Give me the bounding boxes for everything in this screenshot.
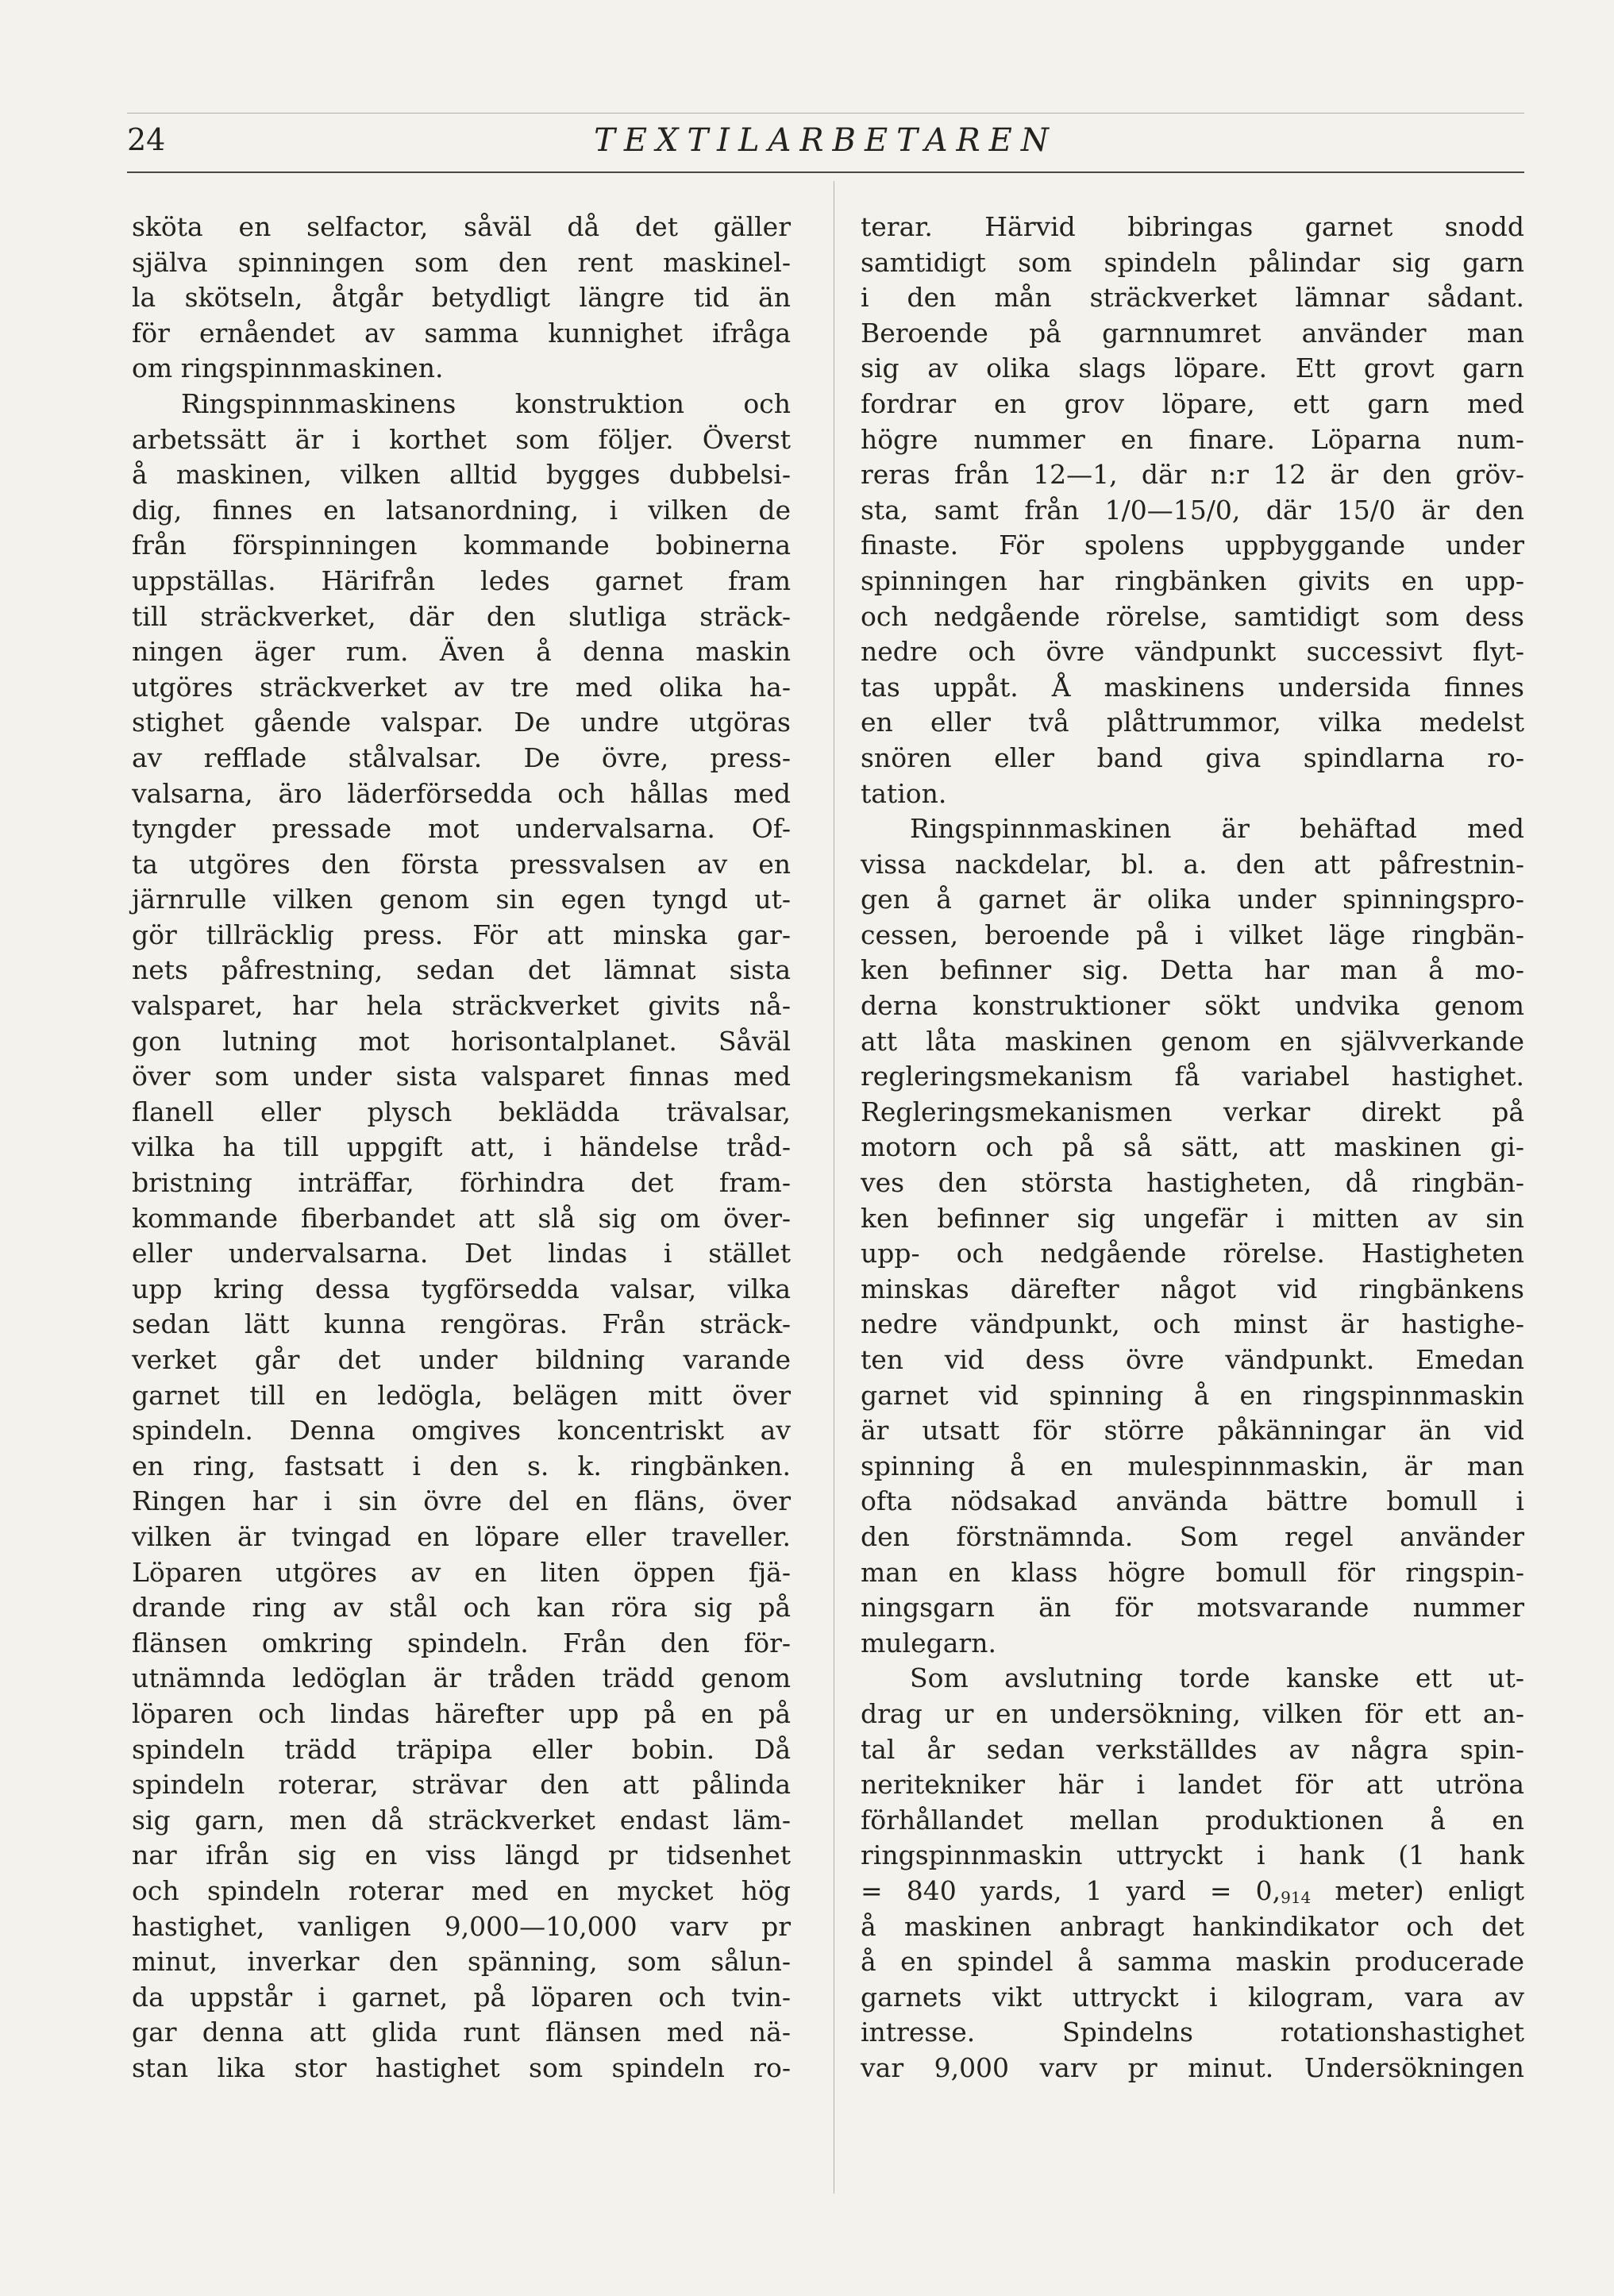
text-line: drag ur en undersökning, vilken för ett an-	[861, 1697, 1524, 1729]
text-line: reras från 12—1, där n:r 12 är den gröv-	[861, 459, 1524, 491]
text-line: samtidigt som spindeln pålindar sig garn	[861, 246, 1524, 278]
text-line: valsparet, har hela sträckverket givits nå-	[132, 990, 791, 1022]
page-number: 24	[127, 122, 166, 157]
text-line: själva spinningen som den rent maskinel-	[132, 246, 791, 278]
text-line: av refflade stålvalsar. De övre, press-	[132, 742, 791, 773]
text-line: kommande fiberbandet att slå sig om över-	[132, 1202, 791, 1234]
text-line: att låta maskinen genom en självverkande	[861, 1025, 1524, 1057]
text-line: var 9,000 varv pr minut. Undersökningen	[861, 2051, 1524, 2083]
text-line: vissa nackdelar, bl. a. den att påfrestnin-	[861, 848, 1524, 880]
text-line: regleringsmekanism få variabel hastighet.	[861, 1061, 1524, 1092]
text-line: derna konstruktioner sökt undvika genom	[861, 990, 1524, 1022]
text-line: upp- och nedgående rörelse. Hastigheten	[861, 1238, 1524, 1269]
text-line: spinning å en mulespinnmaskin, är man	[861, 1450, 1524, 1481]
text-line: snören eller band giva spindlarna ro-	[861, 742, 1524, 773]
text-line: upp kring dessa tygförsedda valsar, vilka	[132, 1273, 791, 1304]
text-line: spindeln roterar, strävar den att pålinda	[132, 1769, 791, 1801]
text-line: hastighet, vanligen 9,000—10,000 varv pr	[132, 1910, 791, 1942]
right-column	[861, 210, 1524, 2086]
text-line: flänsen omkring spindeln. Från den för-	[132, 1627, 791, 1658]
text-line: löparen och lindas härefter upp på en på	[132, 1697, 791, 1729]
text-line: finaste. För spolens uppbyggande under	[861, 530, 1524, 561]
text-fragment: = 840 yards, 1 yard = 0,	[861, 1874, 1281, 1906]
text-line: uppställas. Härifrån ledes garnet fram	[132, 564, 791, 596]
page-header	[127, 117, 1524, 173]
text-line: stan lika stor hastighet som spindeln ro-	[132, 2051, 791, 2083]
text-line: sedan lätt kunna rengöras. Från sträck-	[132, 1308, 791, 1340]
text-line: Ringspinnmaskinens konstruktion och	[181, 387, 791, 419]
text-line: sig garn, men då sträckverket endast läm-	[132, 1804, 791, 1836]
text-line: och spindeln roterar med en mycket hög	[132, 1874, 791, 1906]
text-line: i den mån sträckverket lämnar sådant.	[861, 282, 1524, 314]
text-line: nets påfrestning, sedan det lämnat sista	[132, 954, 791, 986]
text-line: spinningen har ringbänken givits en upp-	[861, 564, 1524, 596]
text-line: fordrar en grov löpare, ett garn med	[861, 387, 1524, 419]
text-line: sköta en selfactor, såväl då det gäller	[132, 211, 791, 242]
text-line: mulegarn.	[861, 1627, 996, 1658]
text-line: verket går det under bildning varande	[132, 1344, 791, 1375]
text-line: ves den största hastigheten, då ringbän-	[861, 1167, 1524, 1199]
subscript: 914	[1281, 1887, 1312, 1907]
text-line: vilka ha till uppgift att, i händelse tråd-	[132, 1131, 791, 1163]
text-line: tation.	[861, 777, 947, 809]
text-line: gen å garnet är olika under spinningspro-	[861, 884, 1524, 915]
text-line: minut, inverkar den spänning, som sålun-	[132, 1946, 791, 1978]
text-line: garnet till en ledögla, belägen mitt över	[132, 1379, 791, 1411]
text-line: cessen, beroende på i vilket läge ringbän-	[861, 919, 1524, 950]
text-line: gon lutning mot horisontalplanet. Såväl	[132, 1025, 791, 1057]
text-line: valsarna, äro läderförsedda och hållas med	[132, 777, 791, 809]
text-line: arbetssätt är i korthet som följer. Överst	[132, 423, 791, 455]
header-rule	[127, 171, 1524, 173]
text-line: från förspinningen kommande bobinerna	[132, 530, 791, 561]
running-title: TEXTILARBETAREN	[594, 122, 1057, 159]
text-line: högre nummer en finare. Löparna num-	[861, 423, 1524, 455]
text-line: och nedgående rörelse, samtidigt som dess	[861, 600, 1524, 632]
text-line: järnrulle vilken genom sin egen tyngd ut-	[132, 884, 791, 915]
text-line: ningsgarn än för motsvarande nummer	[861, 1592, 1524, 1624]
text-line: utgöres sträckverket av tre med olika ha-	[132, 671, 791, 703]
text-line: eller undervalsarna. Det lindas i stället	[132, 1238, 791, 1269]
text-line: för ernåendet av samma kunnighet ifråga	[132, 317, 791, 349]
text-line: neritekniker här i landet för att utröna	[861, 1769, 1524, 1801]
text-line: den förstnämnda. Som regel använder	[861, 1520, 1524, 1552]
text-line: la skötseln, åtgår betydligt längre tid än	[132, 282, 791, 314]
left-column	[132, 210, 791, 2086]
text-line: ta utgöres den första pressvalsen av en	[132, 848, 791, 880]
text-line: ningen äger rum. Även å denna maskin	[132, 636, 791, 668]
text-line: nar ifrån sig en viss längd pr tidsenhet	[132, 1839, 791, 1871]
text-line: man en klass högre bomull för ringspin-	[861, 1556, 1524, 1588]
text-line: över som under sista valsparet finnas med	[132, 1061, 791, 1092]
text-line: Beroende på garnnumret använder man	[861, 317, 1524, 349]
text-line: Regleringsmekanismen verkar direkt på	[861, 1096, 1524, 1127]
text-line: minskas därefter något vid ringbänkens	[861, 1273, 1524, 1304]
text-line: ringspinnmaskin uttryckt i hank (1 hank	[861, 1839, 1524, 1871]
text-line: stighet gående valspar. De undre utgöras	[132, 707, 791, 738]
text-line: Ringspinnmaskinen är behäftad med	[910, 813, 1524, 845]
text-line: drande ring av stål och kan röra sig på	[132, 1592, 791, 1624]
text-line: garnets vikt uttryckt i kilogram, vara av	[861, 1981, 1524, 2013]
text-line: dig, finnes en latsanordning, i vilken de	[132, 494, 791, 526]
text-line: flanell eller plysch beklädda trävalsar,	[132, 1096, 791, 1127]
text-line: å en spindel å samma maskin producerade	[861, 1946, 1524, 1978]
text-line	[861, 1874, 1524, 1909]
text-line: en ring, fastsatt i den s. k. ringbänken.	[132, 1450, 791, 1481]
text-line: garnet vid spinning å en ringspinnmaskin	[861, 1379, 1524, 1411]
text-line: nedre vändpunkt, och minst är hastighe-	[861, 1308, 1524, 1340]
text-line: bristning inträffar, förhindra det fram-	[132, 1167, 791, 1199]
text-line: gör tillräcklig press. För att minska gar-	[132, 919, 791, 950]
text-line: ken befinner sig. Detta har man å mo-	[861, 954, 1524, 986]
text-line: ofta nödsakad använda bättre bomull i	[861, 1485, 1524, 1517]
text-line: gar denna att glida runt flänsen med nä-	[132, 2017, 791, 2048]
text-line: å maskinen anbragt hankindikator och det	[861, 1910, 1524, 1942]
text-line: da uppstår i garnet, på löparen och tvin-	[132, 1981, 791, 2013]
text-line: utnämnda ledöglan är tråden trädd genom	[132, 1662, 791, 1694]
text-line: Ringen har i sin övre del en fläns, över	[132, 1485, 791, 1517]
text-line: tal år sedan verkställdes av några spin-	[861, 1733, 1524, 1765]
text-line: motorn och på så sätt, att maskinen gi-	[861, 1131, 1524, 1163]
text-line: ten vid dess övre vändpunkt. Emedan	[861, 1344, 1524, 1375]
text-line: spindeln. Denna omgives koncentriskt av	[132, 1415, 791, 1447]
text-line: intresse. Spindelns rotationshastighet	[861, 2017, 1524, 2048]
text-line: terar. Härvid bibringas garnet snodd	[861, 211, 1524, 242]
text-line: tas uppåt. Å maskinens undersida finnes	[861, 671, 1524, 703]
text-line: till sträckverket, där den slutliga sträck-	[132, 600, 791, 632]
top-rule	[127, 113, 1524, 114]
text-line: förhållandet mellan produktionen å en	[861, 1804, 1524, 1836]
text-line: Som avslutning torde kanske ett ut-	[910, 1662, 1524, 1694]
text-line: en eller två plåttrummor, vilka medelst	[861, 707, 1524, 738]
text-line: spindeln trädd träpipa eller bobin. Då	[132, 1733, 791, 1765]
text-line: är utsatt för större påkänningar än vid	[861, 1415, 1524, 1447]
text-line: sta, samt från 1/0—15/0, där 15/0 är den	[861, 494, 1524, 526]
text-line: tyngder pressade mot undervalsarna. Of-	[132, 813, 791, 845]
text-line: å maskinen, vilken alltid bygges dubbelsi-	[132, 459, 791, 491]
text-fragment: meter) enligt	[1311, 1874, 1524, 1906]
text-line: om ringspinnmaskinen.	[132, 352, 444, 384]
text-line: vilken är tvingad en löpare eller traveller.	[132, 1520, 791, 1552]
text-line: nedre och övre vändpunkt successivt flyt-	[861, 636, 1524, 668]
text-line: ken befinner sig ungefär i mitten av sin	[861, 1202, 1524, 1234]
text-line: Löparen utgöres av en liten öppen fjä-	[132, 1556, 791, 1588]
text-line: sig av olika slags löpare. Ett grovt garn	[861, 352, 1524, 384]
